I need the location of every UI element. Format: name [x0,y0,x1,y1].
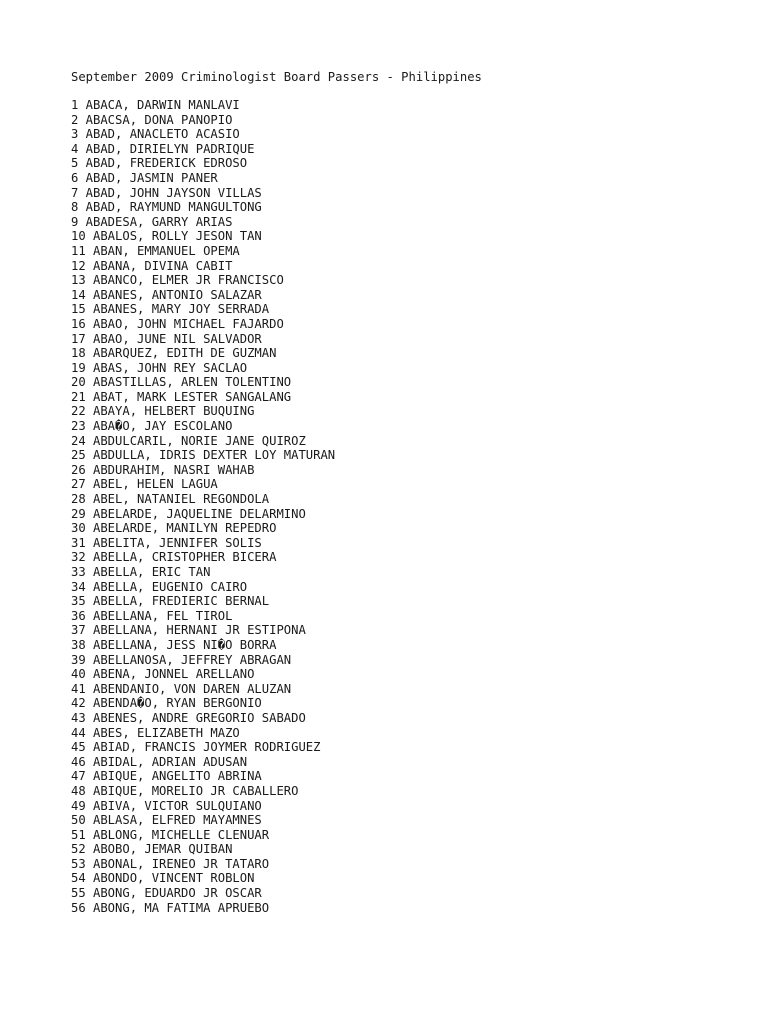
list-item: 23 ABA�O, JAY ESCOLANO [71,419,233,434]
document-title: September 2009 Criminologist Board Passers - Philippines [71,70,482,84]
list-item: 15 ABANES, MARY JOY SERRADA [71,302,270,317]
list-item: 27 ABEL, HELEN LAGUA [71,477,218,492]
list-item: 47 ABIQUE, ANGELITO ABRINA [71,769,262,784]
list-item: 42 ABENDA�O, RYAN BERGONIO [71,696,262,711]
list-item: 36 ABELLANA, FEL TIROL [71,608,233,623]
list-item: 9 ABADESA, GARRY ARIAS [71,214,233,229]
list-item: 29 ABELARDE, JAQUELINE DELARMINO [71,506,306,521]
list-item: 25 ABDULLA, IDRIS DEXTER LOY MATURAN [71,448,336,463]
list-item: 40 ABENA, JONNEL ARELLANO [71,667,255,682]
list-item: 43 ABENES, ANDRE GREGORIO SABADO [71,710,306,725]
list-item: 53 ABONAL, IRENEO JR TATARO [71,856,270,871]
list-item: 54 ABONDO, VINCENT ROBLON [71,871,255,886]
list-item: 8 ABAD, RAYMUND MANGULTONG [71,200,262,215]
list-item: 24 ABDULCARIL, NORIE JANE QUIROZ [71,433,306,448]
list-item: 35 ABELLA, FREDIERIC BERNAL [71,594,270,609]
list-item: 12 ABANA, DIVINA CABIT [71,258,233,273]
list-item: 38 ABELLANA, JESS NI�O BORRA [71,637,277,652]
list-item: 33 ABELLA, ERIC TAN [71,565,211,579]
list-item: 44 ABES, ELIZABETH MAZO [71,725,240,740]
list-item: 37 ABELLANA, HERNANI JR ESTIPONA [71,623,306,638]
list-item: 22 ABAYA, HELBERT BUQUING [71,404,255,419]
list-item: 46 ABIDAL, ADRIAN ADUSAN [71,754,248,769]
list-item: 18 ABARQUEZ, EDITH DE GUZMAN [71,346,277,361]
list-item: 20 ABASTILLAS, ARLEN TOLENTINO [71,375,292,390]
list-item: 56 ABONG, MA FATIMA APRUEBO [71,900,270,915]
list-item: 51 ABLONG, MICHELLE CLENUAR [71,827,270,842]
list-item: 32 ABELLA, CRISTOPHER BICERA [71,550,277,565]
list-item: 21 ABAT, MARK LESTER SANGALANG [71,389,292,404]
list-item: 16 ABAO, JOHN MICHAEL FAJARDO [71,316,284,331]
list-item: 14 ABANES, ANTONIO SALAZAR [71,287,262,302]
list-item: 7 ABAD, JOHN JAYSON VILLAS [71,185,262,200]
list-item: 26 ABDURAHIM, NASRI WAHAB [71,462,255,477]
list-item: 5 ABAD, FREDERICK EDROSO [71,156,248,171]
list-item: 34 ABELLA, EUGENIO CAIRO [71,579,248,594]
list-item: 19 ABAS, JOHN REY SACLAO [71,360,248,375]
list-item: 3 ABAD, ANACLETO ACASIO [71,127,240,142]
list-item: 31 ABELITA, JENNIFER SOLIS [71,535,262,550]
list-item: 28 ABEL, NATANIEL REGONDOLA [71,492,270,507]
list-item: 52 ABOBO, JEMAR QUIBAN [71,842,233,857]
list-item: 55 ABONG, EDUARDO JR OSCAR [71,886,262,901]
list-item: 45 ABIAD, FRANCIS JOYMER RODRIGUEZ [71,740,321,755]
list-item: 4 ABAD, DIRIELYN PADRIQUE [71,141,255,156]
list-item: 48 ABIQUE, MORELIO JR CABALLERO [71,783,299,798]
list-item: 30 ABELARDE, MANILYN REPEDRO [71,521,277,536]
list-item: 6 ABAD, JASMIN PANER [71,170,218,185]
list-item: 41 ABENDANIO, VON DAREN ALUZAN [71,681,292,696]
list-item: 2 ABACSA, DONA PANOPIO [71,112,233,127]
list-item: 50 ABLASA, ELFRED MAYAMNES [71,813,262,828]
list-item: 11 ABAN, EMMANUEL OPEMA [71,243,240,258]
list-item: 39 ABELLANOSA, JEFFREY ABRAGAN [71,652,292,667]
passer-list [71,98,335,915]
list-item: 17 ABAO, JUNE NIL SALVADOR [71,331,262,346]
list-item: 13 ABANCO, ELMER JR FRANCISCO [71,273,284,288]
list-item: 10 ABALOS, ROLLY JESON TAN [71,229,262,244]
list-item: 49 ABIVA, VICTOR SULQUIANO [71,798,262,813]
list-item: 1 ABACA, DARWIN MANLAVI [71,98,240,112]
